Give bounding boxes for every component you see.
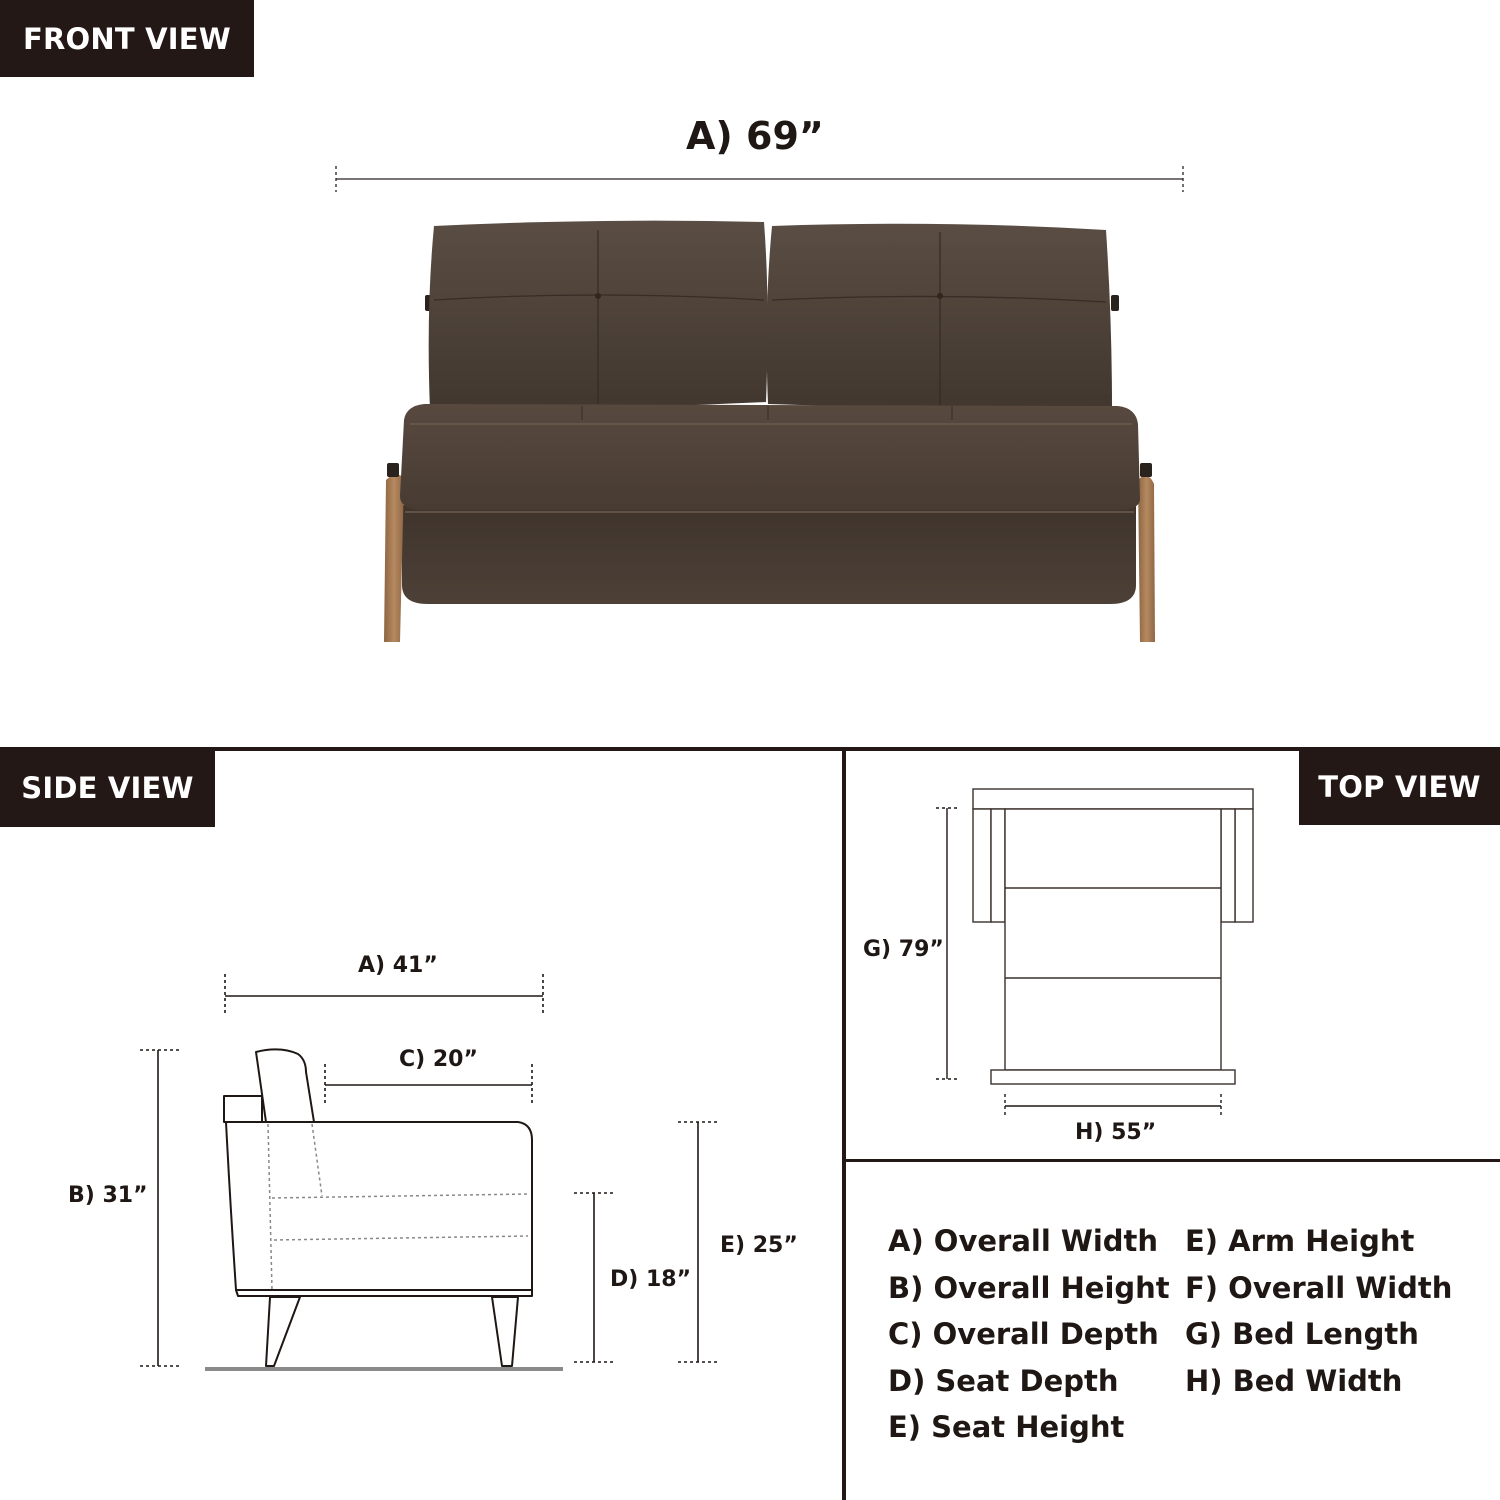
legend-item: B) Overall Height [888,1270,1170,1305]
legend-column-1 [888,1218,1170,1451]
legend-item: G) Bed Length [1185,1317,1419,1351]
front-width-label: A) 69” [686,114,824,158]
front-view-tag: FRONT VIEW [0,0,254,77]
legend-item: E) Seat Height [888,1410,1125,1444]
legend-column-2 [1185,1218,1452,1404]
side-view-tag: SIDE VIEW [0,749,215,827]
side-depth-label: C) 20” [399,1047,478,1072]
top-bed-width-label: H) 55” [1075,1120,1157,1145]
legend-item: D) Seat Depth [888,1363,1119,1398]
side-width-label: A) 41” [358,953,438,978]
legend-item: H) Bed Width [1185,1363,1403,1398]
top-bed-length-label: G) 79” [863,937,944,962]
legend-item: F) Overall Width [1185,1270,1453,1305]
side-height-label: B) 31” [68,1183,148,1208]
legend-item: A) Overall Width [888,1224,1159,1258]
legend-item: C) Overall Depth [888,1317,1159,1351]
side-arm-height-label: E) 25” [720,1233,798,1258]
legend-item: E) Arm Height [1185,1224,1415,1258]
top-view-tag: TOP VIEW [1299,749,1500,825]
top-mattress [1005,809,1221,1070]
side-seat-depth-label: D) 18” [610,1267,692,1292]
